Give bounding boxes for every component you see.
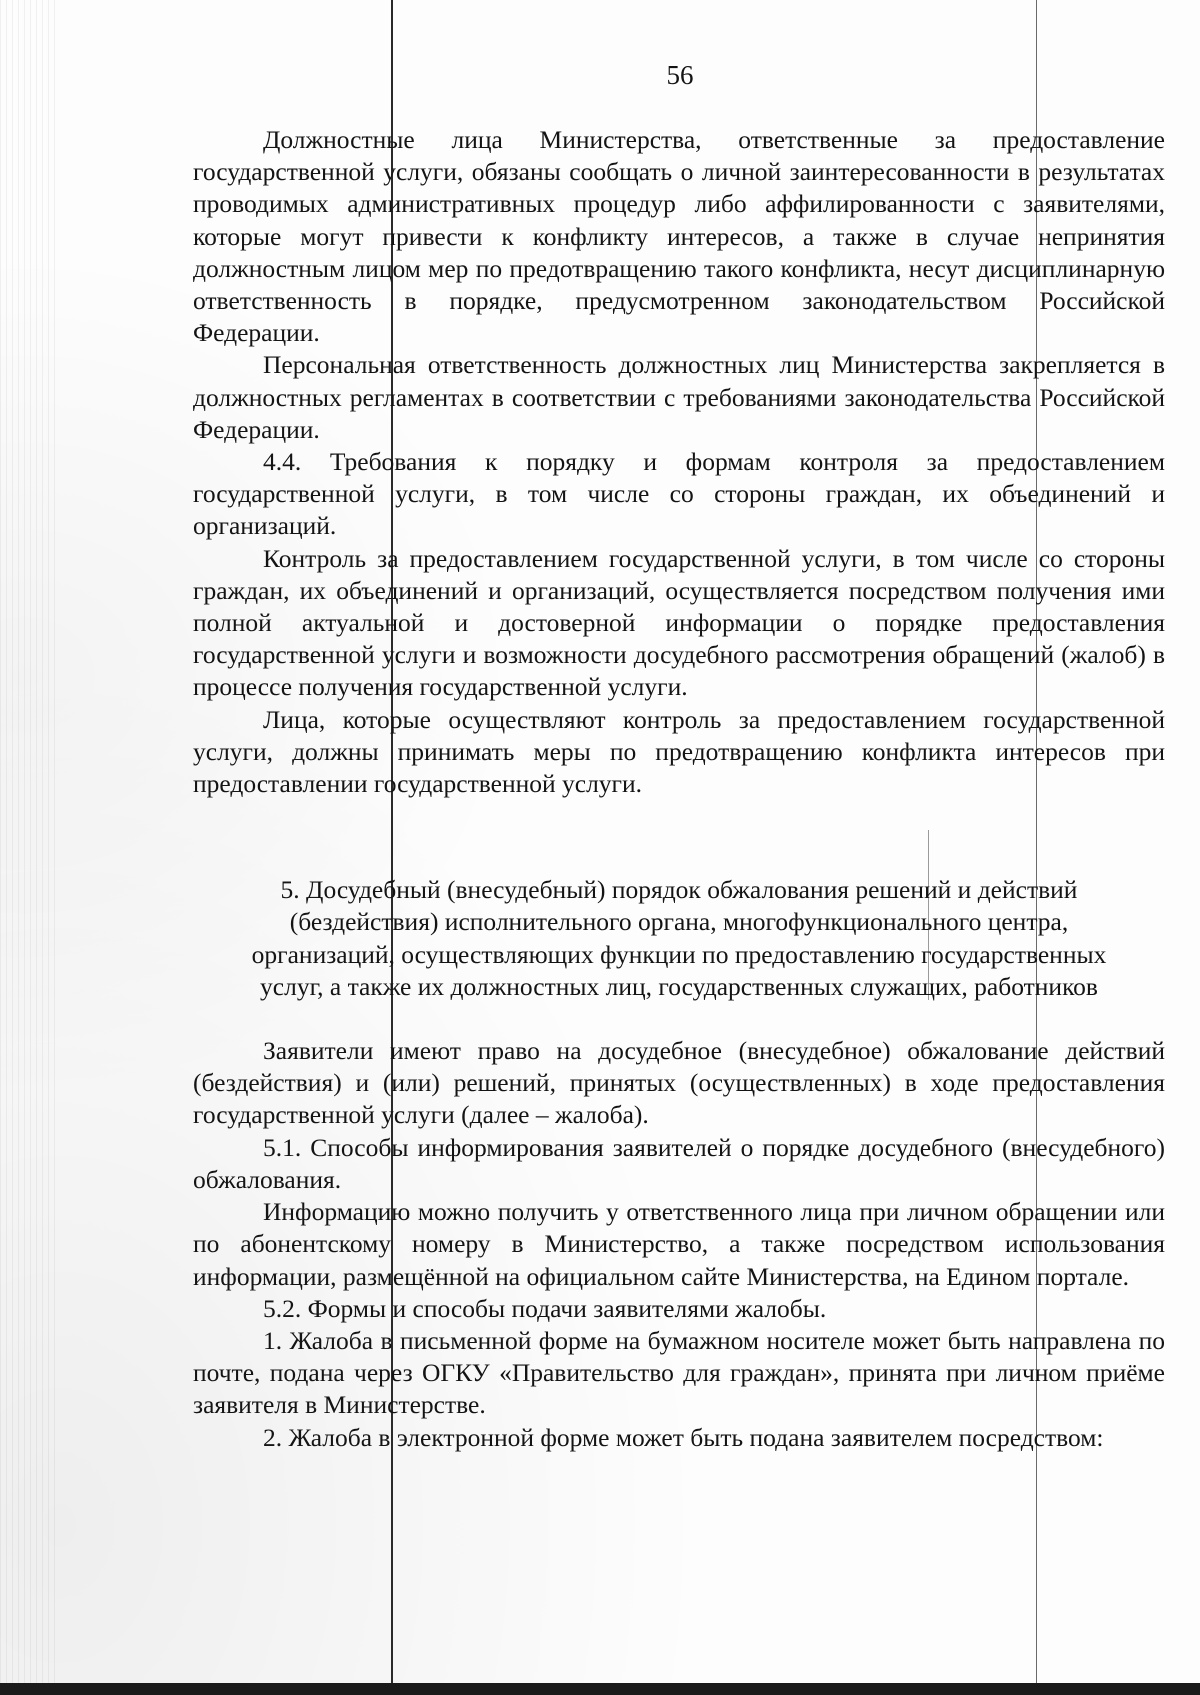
paragraph: 5.1. Способы информирования заявителей о порядке досудебного (внесудебного) обжалования.	[193, 1132, 1165, 1194]
paragraph: Должностные лица Министерства, ответственные за предоставление государственной услуги, обязаны сообщать о личной заинтересованности в результатах проводимых административных процедур либо аффилированности с заявителями, которые могут привести к конфликту интересов, а также в случае непринятия должностным лицом мер по предотвращению такого конфликта, несут дисциплинарную ответственность в порядке, предусмотренном законодательством Российской Федерации.	[193, 125, 1165, 348]
scan-bottom-border	[0, 1683, 1200, 1695]
paragraph: 4.4. Требования к порядку и формам контроля за предоставлением государственной услуги, в том числе со стороны граждан, их объединений и организаций.	[193, 447, 1165, 541]
paragraph: 1. Жалоба в письменной форме на бумажном носителе может быть направлена по почте, подана через ОГКУ «Правительство для граждан», принята при личном приёме заявителя в Министерстве.	[193, 1325, 1165, 1420]
paragraph: Персональная ответственность должностных лиц Министерства закрепляется в должностных регламентах в соответствии с требованиями законодательства Российской Федерации.	[193, 350, 1165, 444]
paragraph: Заявители имеют право на досудебное (внесудебное) обжалование действий (бездействия) и (или) решений, принятых (осуществленных) в ходе предоставления государственной услуги (далее – жалоба).	[193, 1036, 1165, 1130]
document-body	[193, 124, 1165, 1454]
paragraph: 2. Жалоба в электронной форме может быть подана заявителем посредством:	[263, 1422, 1104, 1452]
section-heading-line: услуг, а также их должностных лиц, государственных служащих, работников	[260, 971, 1098, 1001]
section-heading-line: 5. Досудебный (внесудебный) порядок обжалования решений и действий	[280, 875, 1078, 905]
page-number: 56	[666, 60, 694, 90]
section-heading-line: организаций, осуществляющих функции по предоставлению государственных	[251, 939, 1107, 969]
spacer	[193, 1003, 1165, 1035]
section-heading	[193, 874, 1165, 1003]
paragraph: Информацию можно получить у ответственного лица при личном обращении или по абонентскому номеру в Министерство, а также посредством использования информации, размещённой на официальном сайте Министерства, на Едином портале.	[193, 1197, 1165, 1291]
section-heading-line: (бездействия) исполнительного органа, многофункционального центра,	[289, 907, 1069, 937]
paragraph: 5.2. Формы и способы подачи заявителями жалобы.	[263, 1293, 827, 1323]
paragraph: Лица, которые осуществляют контроль за предоставлением государственной услуги, должны принимать меры по предотвращению конфликта интересов при предоставлении государственной услуги.	[193, 704, 1165, 799]
scan-edge-shading	[0, 0, 60, 1695]
paragraph: Контроль за предоставлением государственной услуги, в том числе со стороны граждан, их объединений и организаций, осуществляется посредством получения ими полной актуальной и достоверной информации о порядке предоставления государственной услуги и возможности досудебного рассмотрения обращений (жалоб) в процессе получения государственной услуги.	[193, 543, 1165, 702]
